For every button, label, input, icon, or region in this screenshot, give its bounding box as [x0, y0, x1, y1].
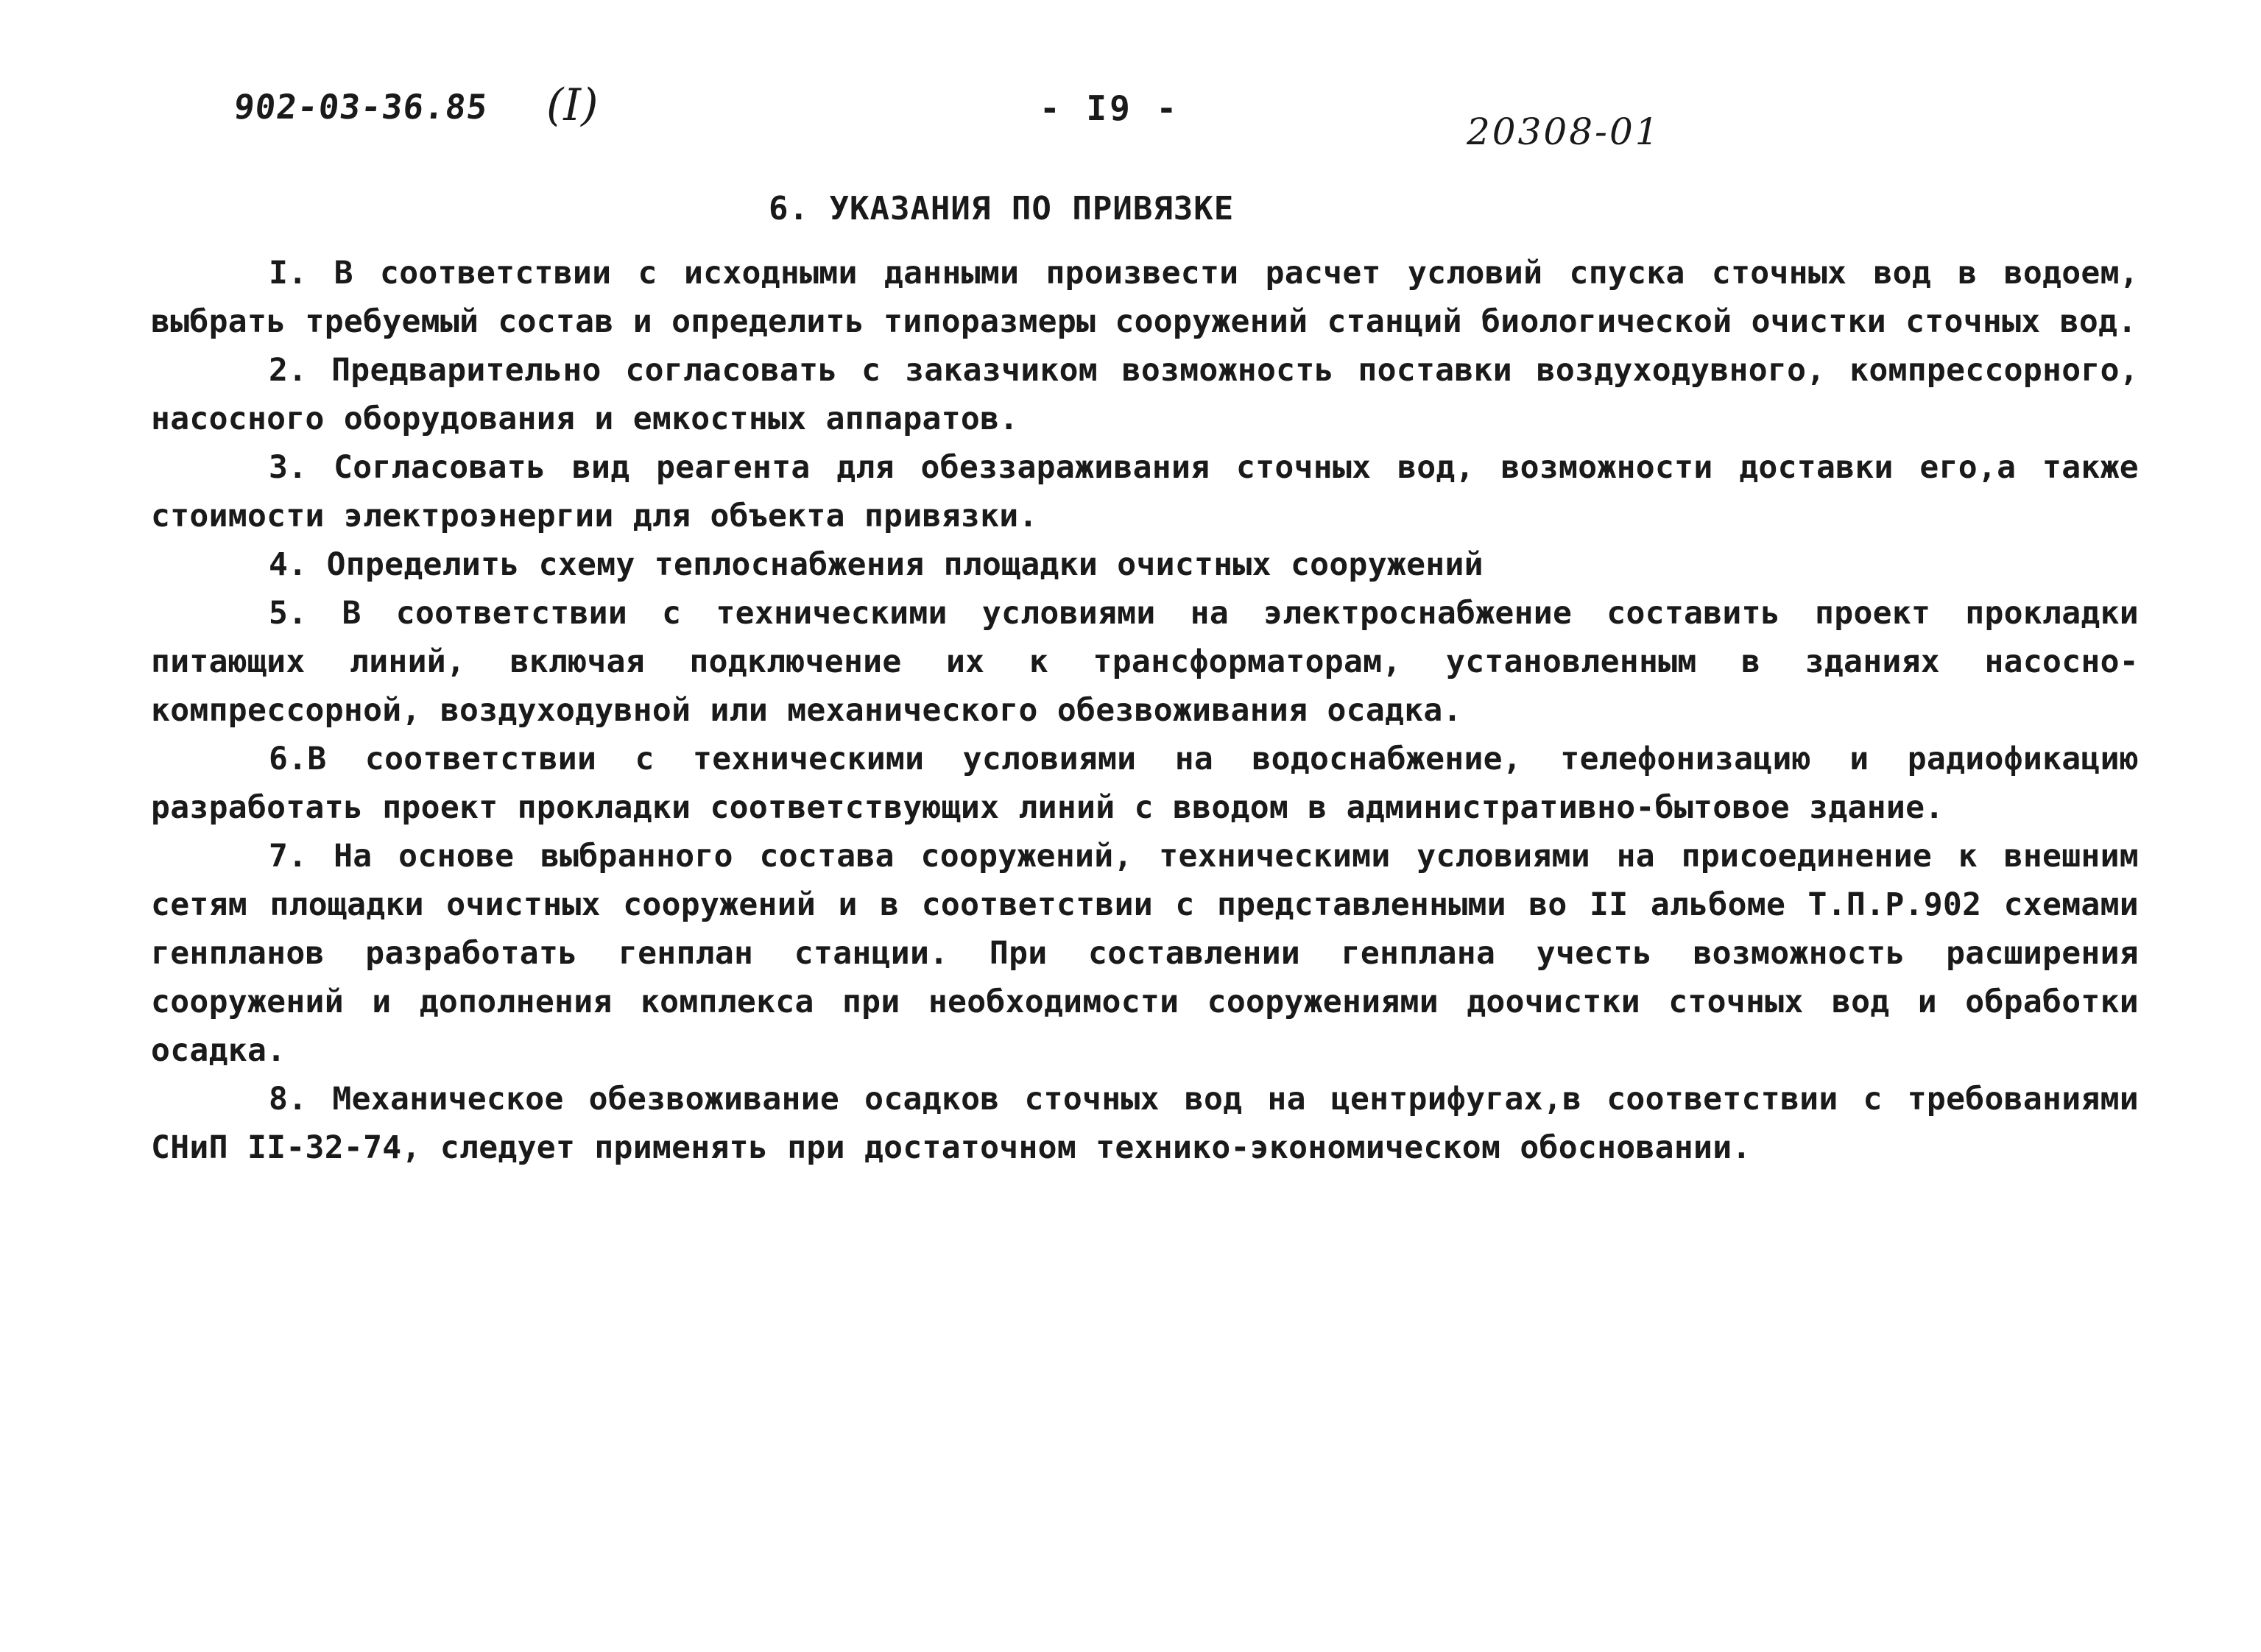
paragraph-6: 6.В соответствии с техническими условиями на водоснабжение, телефонизацию и радиофикацию разработать проект прокладки соответствующих линий с вводом в административно-бытовое здание. — [151, 741, 2139, 826]
paragraph-5: 5. В соответствии с техническими условиями на электроснабжение составить проект прокладки питающих линий, включая подключение их к трансформаторам, установленным в зданиях насосно-компрессорной, воздуходувной или механического обезвоживания осадка. — [151, 595, 2139, 729]
paragraph-7: 7. На основе выбранного состава сооружений, техническими условиями на присоединение к внешним сетям площадки очистных сооружений и в соответствии с представленными во II альбоме Т.П.Р.902 схемами генпланов разработать генплан станции. При составлении генплана учесть возможность расширения сооружений и дополнения комплекса при необходимости сооружениями доочистки сточных вод и обработки осадка. — [151, 838, 2139, 1069]
document-code: 902-03-36.85 — [232, 87, 490, 127]
section-title: 6. УКАЗАНИЯ ПО ПРИВЯЗКЕ — [769, 190, 1235, 227]
handwritten-document-number: 20308-01 — [1467, 110, 1661, 153]
body-text — [151, 249, 2139, 1172]
page-number: - I9 - — [1040, 88, 1180, 128]
paragraph-3: 3. Согласовать вид реагента для обеззараживания сточных вод, возможности доставки его,а также стоимости электроэнергии для объекта привязки. — [151, 449, 2139, 534]
paragraph-8: 8. Механическое обезвоживание осадков сточных вод на центрифугах,в соответствии с требованиями СНиП II-32-74, следует применять при достаточном технико-экономическом обосновании. — [151, 1081, 2139, 1166]
volume-roman-numeral: (I) — [546, 80, 599, 131]
paragraph-4: 4. Определить схему теплоснабжения площадки очистных сооружений — [269, 546, 1484, 583]
paragraph-1: I. В соответствии с исходными данными произвести расчет условий спуска сточных вод в водоем, выбрать требуемый состав и определить типоразмеры сооружений станций биологической очистки сточных вод. — [151, 255, 2139, 340]
paragraph-2: 2. Предварительно согласовать с заказчиком возможность поставки воздуходувного, компрессорного, насосного оборудования и емкостных аппаратов. — [151, 352, 2139, 437]
